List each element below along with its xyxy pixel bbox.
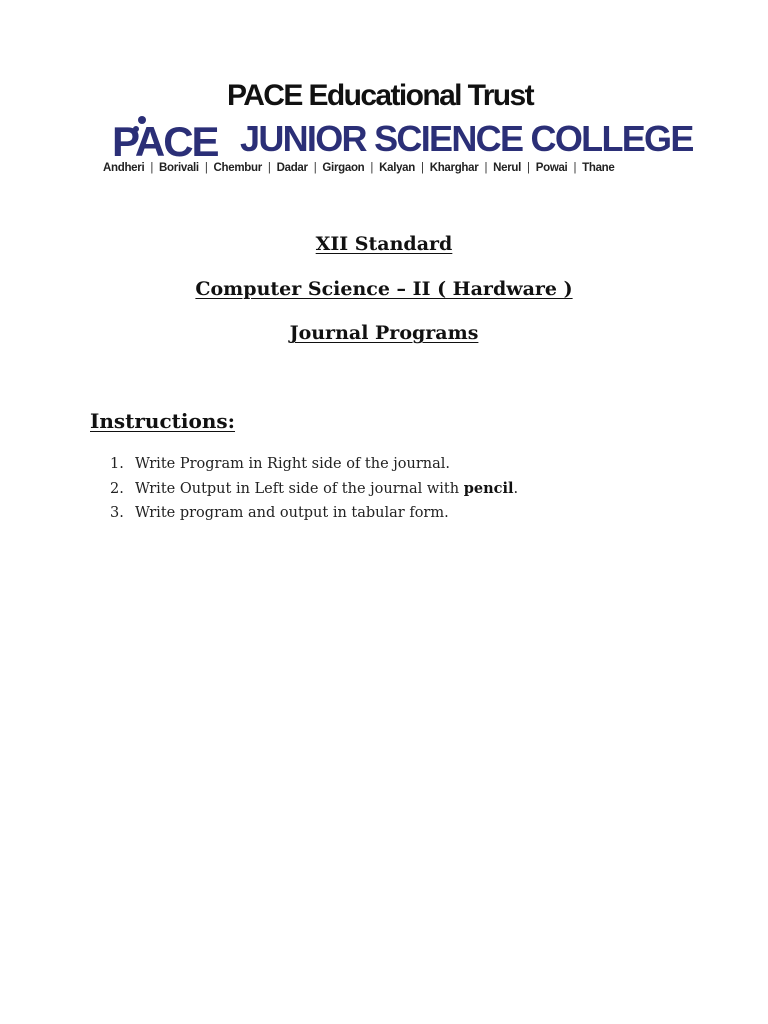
instruction-number: 1. [110,456,124,472]
branch-separator: | [573,162,577,174]
instruction-text: Write program and output in tabular form. [135,505,449,521]
subject-title: Computer Science – II ( Hardware ) [195,278,573,300]
instruction-number: 2. [110,480,124,497]
pace-logo [110,116,238,162]
branch-separator: | [204,162,208,174]
branch-name: Chembur [213,162,262,174]
instruction-item [110,477,518,502]
instruction-text: Write Output in Left side of the journal with [135,480,464,497]
college-name: JUNIOR SCIENCE COLLEGE [240,118,693,159]
instructions-list [110,452,518,526]
instruction-item [110,452,518,477]
branch-name: Nerul [493,162,522,174]
standard-title: XII Standard [315,233,453,255]
branch-separator: | [370,162,374,174]
instruction-emphasis: pencil [463,479,514,497]
branch-name: Dadar [276,162,308,174]
branch-name: Kharghar [429,162,479,174]
instruction-text: Write Program in Right side of the journal. [135,456,451,472]
document-title: Journal Programs [289,322,479,344]
instructions-heading: Instructions: [90,409,236,433]
instruction-number: 3. [110,505,124,521]
branch-separator: | [313,162,317,174]
branch-separator: | [421,162,424,174]
trust-name: PACE Educational Trust [227,79,533,112]
branch-name: Borivali [159,162,199,174]
branch-name: Andheri [103,162,145,174]
branch-name: Thane [582,162,615,174]
branch-separator: | [484,162,488,174]
instruction-text-end: . [513,480,519,497]
letterhead [100,78,693,178]
branch-separator: | [267,162,271,174]
branch-list [103,162,663,174]
branch-separator: | [150,162,154,174]
branch-name: Powai [535,162,568,174]
branch-separator: | [527,162,530,174]
logo-wordmark: PACE [112,118,218,162]
branch-name: Girgaon [322,162,365,174]
branch-name: Kalyan [379,162,416,174]
instruction-item [110,501,518,526]
brand-row [100,116,693,162]
